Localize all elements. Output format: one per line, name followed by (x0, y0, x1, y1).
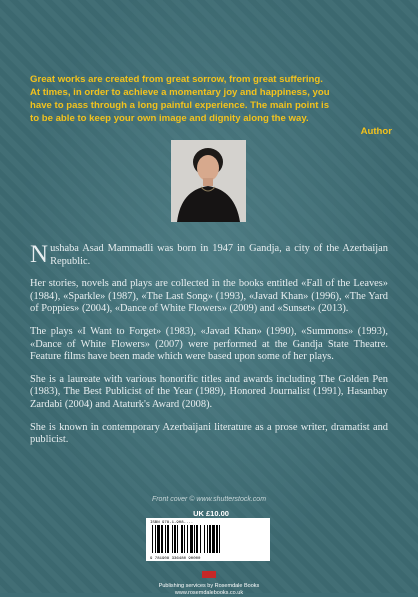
drop-cap: N (30, 241, 49, 268)
barcode-bars (152, 525, 220, 553)
author-quote (30, 73, 392, 138)
quote-line: Great works are created from great sorrow, from great suffering. (30, 74, 323, 85)
barcode-bar (161, 525, 163, 553)
barcode-bar (177, 525, 178, 553)
barcode-bar (172, 525, 173, 553)
publisher-block (0, 565, 418, 597)
barcode-bar (219, 525, 220, 553)
barcode-bar (200, 525, 201, 553)
barcode-bar (190, 525, 193, 553)
barcode-bar (194, 525, 195, 553)
barcode-bar (187, 525, 188, 553)
quote-author: Author (360, 126, 392, 137)
bio-paragraph: Her stories, novels and plays are collected in the books entitled «Fall of the Leaves» (1984), «Sparkle» (1987), «The Last Song» (1993), «Javad Khan» (1996), «The Yard of Poppies» (2004), «Dance of White Flowers» (2009) and «Sunset» (2013). (30, 278, 388, 315)
barcode-bar (174, 525, 176, 553)
bio-paragraph: She is known in contemporary Azerbaijani literature as a prose writer, dramatist and publicist. (30, 421, 388, 446)
barcode-bar (181, 525, 183, 553)
cover-credit: Front cover © www.shutterstock.com (151, 496, 267, 503)
barcode-bar (167, 525, 169, 553)
barcode-bar (157, 525, 160, 553)
barcode-digits: 9 781908 336480 90000 (150, 557, 201, 561)
author-biography (30, 243, 388, 457)
bio-paragraph: The plays «I Want to Forget» (1983), «Javad Khan» (1990), «Summons» (1993), «Dance of White Flowers» (2007) were performed at the Gandja State Theatre. Feature films have been made which were based upon some of her plays. (30, 325, 388, 363)
barcode-bar (152, 525, 153, 553)
isbn-top-text: ISBN 978-1-908-... (150, 521, 194, 525)
quote-line: have to pass through a long painful experience. The main point is (30, 100, 330, 111)
publisher-logo-icon (202, 571, 216, 578)
barcode-bar (216, 525, 218, 553)
quote-line: At times, in order to achieve a momentary joy and happiness, you (30, 87, 330, 98)
isbn-barcode (146, 518, 270, 561)
barcode-bar (155, 525, 156, 553)
publisher-url: www.rosemdalebooks.co.uk (174, 590, 244, 596)
barcode-bar (165, 525, 166, 553)
barcode-bar (184, 525, 185, 553)
barcode-bar (212, 525, 215, 553)
publisher-line: Publishing services by Rosemdale Books (158, 583, 260, 589)
bio-paragraph: Nushaba Asad Mammadli was born in 1947 in Gandja, a city of the Azerbaijan Republic. (30, 241, 388, 268)
price-label: UK £10.00 (193, 509, 229, 518)
barcode-bar (207, 525, 208, 553)
barcode-bar (204, 525, 205, 553)
quote-line: to be able to keep your own image and dignity along the way. (30, 113, 309, 124)
barcode-bar (209, 525, 211, 553)
bio-paragraph: She is a laureate with various honorific titles and awards including The Golden Pen (1983), The Best Publicist of the Year (1989), Honored Journalist (1991), Hasanbay Zardabi (2004) and Ataturk's Award (2008). (30, 373, 388, 410)
author-photo (171, 140, 246, 222)
barcode-bar (196, 525, 198, 553)
